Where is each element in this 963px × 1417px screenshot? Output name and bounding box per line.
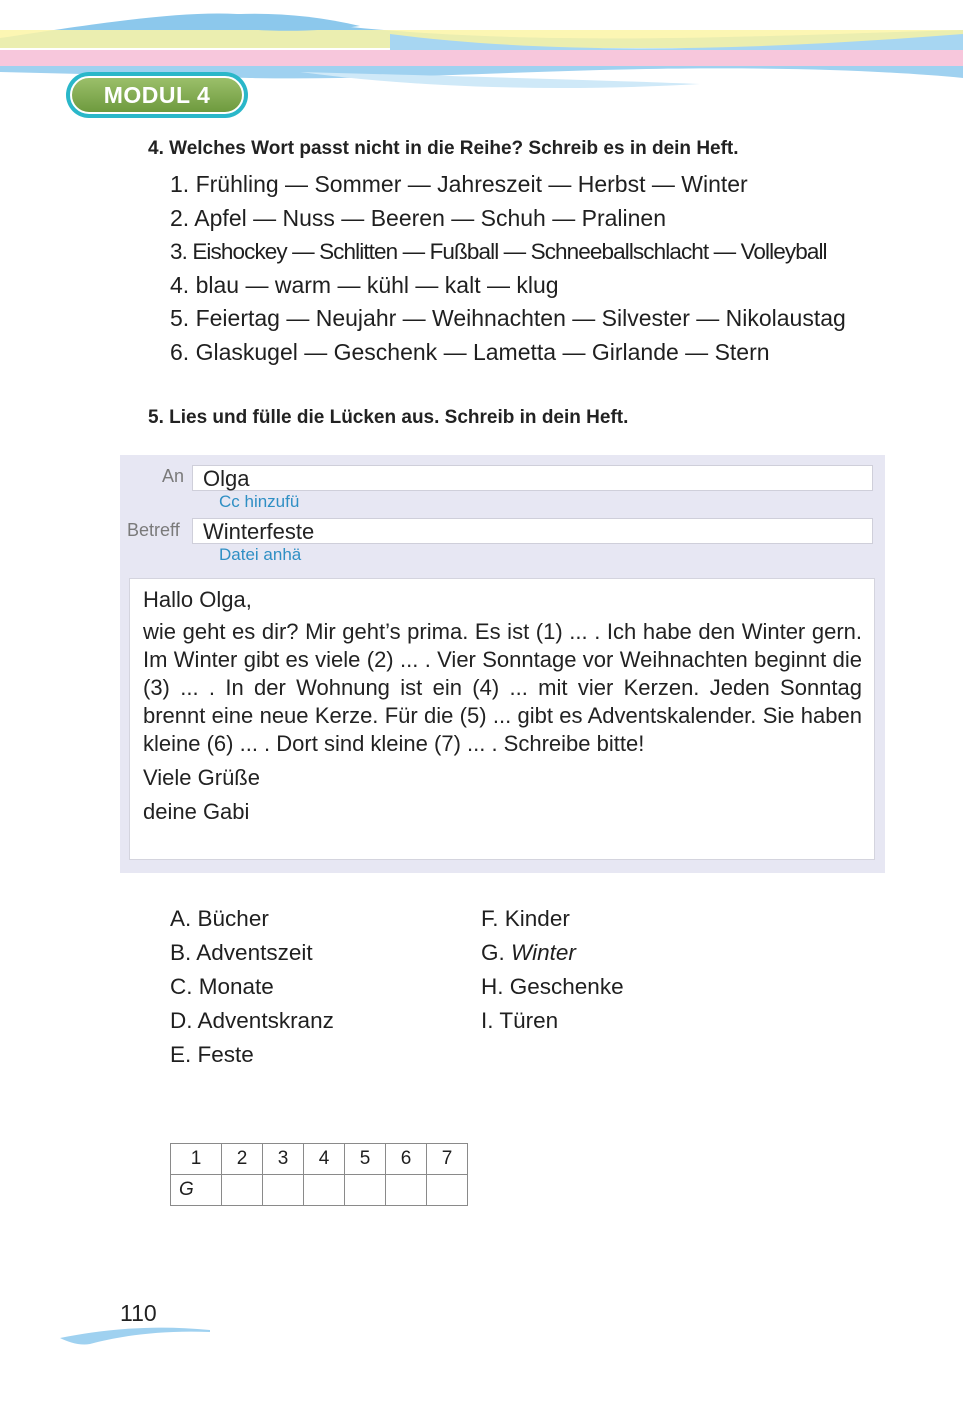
add-cc-link[interactable]: Cc hinzufü: [219, 492, 300, 511]
word-series-list: [170, 168, 846, 370]
table-header-cell: 1: [171, 1144, 222, 1175]
option-e: E. Feste: [170, 1042, 254, 1067]
email-text: wie geht es dir? Mir geht’s prima. Es ist (1) ... . Ich habe den Winter gern. Im Winter gibt es viele (2) ... . Vier Sonntage vor Weihnachten beginnt die (3) ... . In der Wohnung ist ein (4) ... mit vier Kerzen. Jeden Sonntag brennt eine neue Kerze. Für die (5) ... gibt es Adventskalender. Sie haben kleine (6) ... . Dort sind kleine (7) ... . Schreibe bitte!: [143, 619, 862, 756]
email-signature: deine Gabi: [143, 799, 250, 824]
subject-field[interactable]: Winterfeste: [192, 518, 873, 544]
answer-cell[interactable]: [222, 1175, 263, 1206]
list-item: 3. Eishockey — Schlitten — Fußball — Schneeballschlacht — Volleyball: [170, 239, 827, 265]
footer-wave: [60, 1320, 210, 1346]
answer-cell[interactable]: G: [171, 1175, 222, 1206]
table-header-cell: 5: [345, 1144, 386, 1175]
email-form: [120, 455, 885, 873]
table-header-cell: 2: [222, 1144, 263, 1175]
option-g: G. Winter: [481, 940, 576, 965]
answer-cell[interactable]: [386, 1175, 427, 1206]
task-4-title: 4. Welches Wort passt nicht in die Reihe? Schreib es in dein Heft.: [148, 138, 739, 159]
option-d: D. Adventskranz: [170, 1008, 334, 1033]
answer-cell[interactable]: [263, 1175, 304, 1206]
answer-table: [170, 1143, 468, 1206]
table-row: [171, 1175, 468, 1206]
attach-file-link[interactable]: Datei anhä: [219, 545, 302, 564]
option-a: A. Bücher: [170, 906, 269, 931]
list-item: 1. Frühling — Sommer — Jahreszeit — Herbst — Winter: [170, 171, 748, 197]
to-field[interactable]: Olga: [192, 465, 873, 491]
table-header-cell: 4: [304, 1144, 345, 1175]
email-greeting: Hallo Olga,: [143, 587, 252, 612]
email-body[interactable]: [129, 578, 875, 860]
list-item: 5. Feiertag — Neujahr — Weihnachten — Silvester — Nikolaustag: [170, 305, 846, 332]
answer-cell[interactable]: [345, 1175, 386, 1206]
option-i: I. Türen: [481, 1008, 559, 1033]
task-5-title: 5. Lies und fülle die Lücken aus. Schreib in dein Heft.: [148, 407, 629, 428]
table-header-cell: 6: [386, 1144, 427, 1175]
page-number: 110: [120, 1300, 157, 1326]
to-label: An: [162, 466, 185, 486]
list-item: 6. Glaskugel — Geschenk — Lametta — Girlande — Stern: [170, 338, 770, 365]
option-f: F. Kinder: [481, 906, 570, 931]
email-closing: Viele Grüße: [143, 765, 260, 790]
subject-label: Betreff: [127, 520, 180, 540]
module-badge: [66, 72, 248, 118]
list-item: 4. blau — warm — kühl — kalt — klug: [170, 271, 559, 298]
answer-cell[interactable]: [304, 1175, 345, 1206]
answer-cell[interactable]: [427, 1175, 468, 1206]
option-b: B. Adventszeit: [170, 940, 313, 965]
table-header-cell: 7: [427, 1144, 468, 1175]
module-label: MODUL 4: [70, 76, 244, 114]
list-item: 2. Apfel — Nuss — Beeren — Schuh — Pralinen: [170, 204, 667, 231]
table-header-cell: 3: [263, 1144, 304, 1175]
option-c: C. Monate: [170, 974, 274, 999]
option-h: H. Geschenke: [481, 974, 624, 999]
table-row: [171, 1144, 468, 1175]
